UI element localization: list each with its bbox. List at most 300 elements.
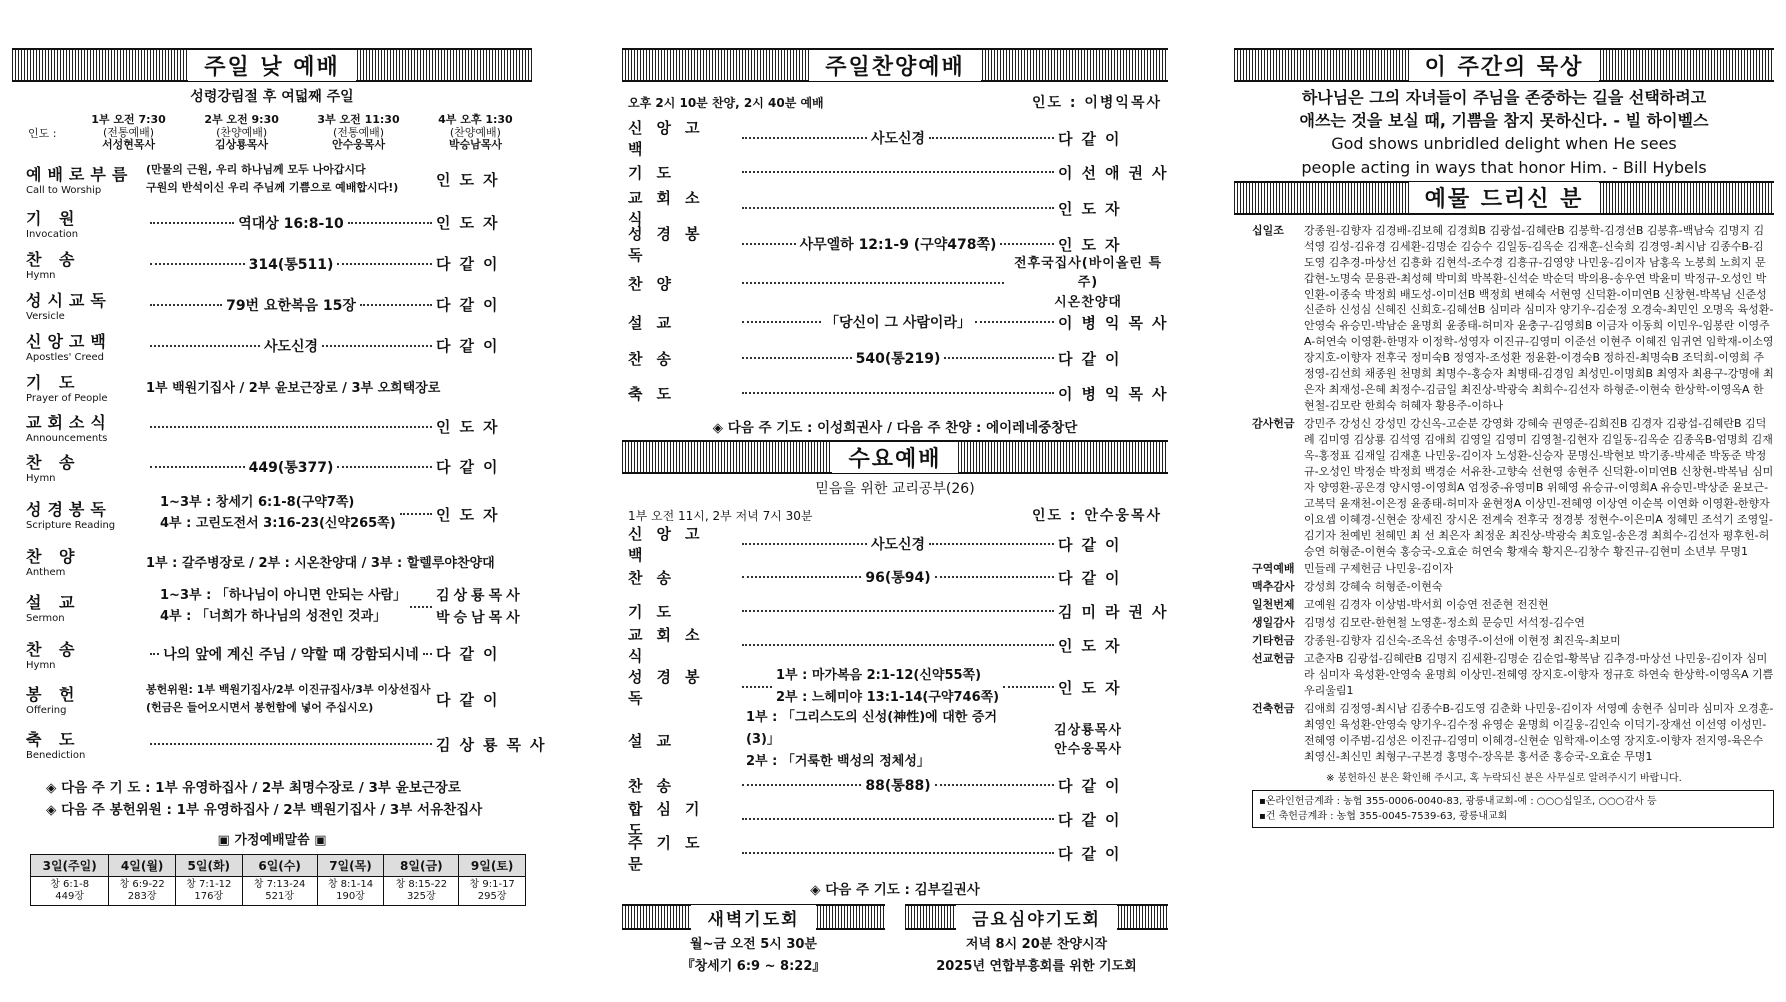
order-label: 교회소식 [628,626,714,665]
day-hymn: 176장 [194,891,224,903]
order-text: 1~3부 : 「하나님이 아니면 안되는 사람」 4부 : 「너희가 하나님의 성전인 것과」 [160,588,407,624]
leader-time: 1부 오전 7:30 [91,113,166,127]
dot-leader [742,576,861,578]
prayer-meetings [622,904,1168,974]
praise-leader: 인도 : 이병익목사 [1031,95,1162,111]
day-header: 5일(화) [175,855,242,877]
order-text: 96(통94) [865,570,931,586]
order-text: 1부 : 마가복음 2:1-12(신약55쪽) 2부 : 느헤미야 13:1-14(구약746쪽) [776,667,1000,705]
order-content [738,818,1058,820]
order-label-en: Benediction [26,750,86,761]
order-text: 봉헌위원: 1부 백원기집사/2부 이진규집사/3부 이상선집사 (헌금은 들어오시면서 봉헌함에 넣어 주십시오) [146,683,431,714]
family-worship-title: ▣ 가정예배말씀 ▣ [217,833,327,849]
day-header: 6일(수) [242,855,317,877]
dot-leader [742,392,1054,394]
dot-leader [742,282,1004,284]
offering-names: 강종원-김향자 김신숙-조옥선 송명주-이선애 이현정 최진욱-최보미 [1304,634,1621,648]
order-content [738,312,1058,332]
dot-leader [935,784,1054,786]
order-label-ko: 예배로부름 [26,165,134,184]
offering-category: 선교헌금 [1252,652,1295,666]
leader-item [204,114,279,152]
order-row [622,626,1168,665]
day-passage: 창 6:9-22 [119,879,165,891]
order-content [146,213,436,233]
order-row [12,633,532,674]
order-label [26,590,146,624]
order-text: 역대상 16:8-10 [238,215,344,232]
sunday-subtitle: 성령강림절 후 여덟째 주일 [190,89,354,105]
order-label [26,370,146,404]
meditation-quote-ko: 하나님은 그의 자녀들이 주님을 존중하는 길을 선택하려고 애쓰는 것을 보실 때, 기쁨을 참지 못하신다. - 빌 하이벨스 [1299,88,1709,131]
day-hymn: 449장 [55,891,85,903]
order-label-ko: 교회소식 [26,412,112,432]
dot-leader [150,345,260,347]
praise-service-column [622,48,1176,974]
leader-list [72,114,532,152]
friday-text: 2025년 연합부흥회를 위한 기도회 [936,959,1137,974]
day-passage: 창 7:1-12 [186,879,232,891]
order-label [26,247,146,281]
order-right: 다같이 [436,690,507,709]
order-label [26,497,146,531]
dot-leader [150,426,432,428]
offering-names: 김애희 김정영-최시남 김종수B-김도영 김춘화 나민웅-김이자 서영예 송현주 심미라 심미자 오경훈-최영인 육성환-안영숙 양기우-김수정 유영순 윤명희 이길웅-김인숙 이덕기-장재선 이선영 이성민-전혜영 이주범-김성은 이진규-김영미 이혜경-신현순 임학재-이소영 장지호-이향자 전지영-육은수 최영신-최신민 최형구-구본경 홍명수-장옥분 홍서준 홍승국-오효순 무명1 [1304,701,1774,763]
offering-names: 김명성 김모란-한현철 노영훈-정소희 문승민 서석정-김수연 [1304,616,1585,630]
leader-item [438,114,513,152]
order-row [12,156,532,202]
order-right: 김상룡목사 [436,735,554,754]
order-label [26,410,146,444]
order-label: 성경봉독 [628,225,714,264]
leader-kind: (찬양예배) [449,125,501,139]
order-right: 김상룡목사 박승남목사 [436,587,524,626]
order-row [12,243,532,284]
order-row [622,662,1168,712]
order-label [26,682,146,716]
offerings-list [1234,223,1774,765]
order-content [738,348,1058,368]
dot-leader [742,784,861,786]
day-passage: 창 8:1-14 [327,879,374,891]
leader-kind: (전통예배) [102,125,155,139]
day-passage: 창 6:1-8 [50,879,90,891]
order-label: 신앙고백 [628,119,714,158]
order-label-en: Hymn [26,472,56,484]
order-right: 다같이 [1058,568,1129,587]
order-row [622,304,1176,340]
leader-item [91,114,166,152]
wednesday-leader: 인도 : 안수웅목사 [1031,508,1162,524]
leader-time: 2부 오전 9:30 [204,113,279,127]
order-label: 찬양 [628,274,685,293]
order-content [738,207,1058,209]
order-content [738,852,1058,854]
order-text: 사도신경 [870,537,926,553]
dot-leader [410,606,432,608]
order-label-ko: 축 도 [26,730,81,749]
order-row [622,376,1176,410]
order-text: 사도신경 [263,338,319,355]
order-text: 1~3부 : 창세기 6:1-8(구약7쪽) 4부 : 고린도전서 3:16-23(신약265쪽) [160,495,396,531]
order-row [12,366,532,407]
order-right: 다같이 [436,337,507,355]
order-label: 설교 [628,731,685,750]
order-row [12,325,532,366]
order-right: 다같이 [1058,535,1129,554]
order-label [26,288,146,322]
friday-title: 금요심야기도회 [956,905,1117,930]
offering-row [1252,615,1774,631]
order-row [622,768,1168,802]
order-label [26,544,146,578]
offering-category: 기타헌금 [1252,634,1295,648]
order-label: 찬송 [628,349,685,368]
order-text: 314(통511) [248,256,334,273]
dot-leader [944,357,1054,359]
order-right: 인도자 [1058,636,1129,655]
offering-category: 일천번제 [1252,598,1295,612]
order-right: 인도자 [436,214,507,232]
order-content [146,426,436,428]
order-content [738,171,1058,173]
meditation-quote-en: God shows unbridled delight when He sees people acting in ways that honor Him. - Bill Hybels [1301,134,1707,177]
order-label [26,450,146,484]
offering-category: 건축헌금 [1252,701,1295,715]
dot-leader [150,263,245,265]
next-prayer: ◈ 다음 주 기 도 : 1부 유영하집사 / 2부 최명수장로 / 3부 윤보근장로 [46,780,461,796]
sunday-service-title-bar [12,48,532,82]
day-header: 8일(금) [384,855,459,877]
order-content [738,707,1008,773]
order-row [622,255,1168,310]
order-right: 인도자 [1058,235,1129,254]
offering-names: 강민주 강성신 강성민 강신옥-고순분 강영화 강혜숙 권영준-김희진B 김경자 김광섭-김혜란B 김덕례 김미영 김상룡 김석영 김애희 김영일 김영미 김영철-김현자 김일동-김옥순 김종옥B-엄명희 김재옥-홍정표 김재일 김재훈 나민웅-김이자 노성환-신승자 문명신-박현보 박기종-박세준 박동준 박정규-오성인 박정순 박정희 백경순 서유찬-고향숙 선현영 송현주 신덕환-이미연B 신창현-박복님 심미자 양영환-공은경 양시영-이영희A 엄정중-유영미B 위혜영 유승규-이영희A 유승민-박상준 윤보근-고복덕 윤재천-이은정 윤종태-허미자 윤현정A 이상민-전혜영 이상연 이순복 이연화 이영환-한향자 이요셉 이혜경-신현순 장세진 장시온 전계숙 전후국 정경봉 정현수-이은미A 정혜민 조석기 조영일-김기자 천예빈 천혜민 최 선 최은자 최정운 최진상-박광숙 최호일-송은경 최희수-김선자 평후헌-허승연 허형준-이현숙 홍승국-오효순 허연숙 황재숙 황지은-김창수 황진규-김현미 소년부 무명1 [1304,417,1774,558]
order-label-en: Versicle [26,310,65,322]
dot-leader [150,743,432,745]
offering-row [1252,597,1774,613]
leader-name: 김상룡목사 [215,138,269,152]
order-row [622,190,1168,226]
order-label-ko: 찬 송 [26,452,81,472]
order-text: (만물의 근원, 우리 하나님께 모두 나아갑시다 구원의 반석이신 우리 주님께 기쁨으로 예배합시다!) [146,163,399,194]
order-of-worship [12,156,554,764]
offering-names: 민들레 구제헌금 나민웅-김이자 [1304,562,1454,576]
order-content [146,681,436,716]
order-label-en: Apostles' Creed [26,351,105,363]
day-passage: 창 9:1-17 [469,879,515,891]
order-label-en: Offering [26,705,67,716]
offering-names: 고예원 김경자 이상범-박서희 이승연 전준현 전진현 [1304,598,1549,612]
order-right: 인도자 [436,505,507,524]
day-header-row [31,855,526,877]
wednesday-next: ◈ 다음 주 기도 : 김부길권사 [810,882,980,898]
order-label-ko: 봉 헌 [26,685,81,704]
dawn-text: 『창세기 6:9 ~ 8:22』 [681,959,826,974]
dot-leader [742,644,1054,646]
order-label [26,727,146,761]
order-row [12,407,532,446]
order-label: 성경봉독 [628,668,714,707]
order-row [12,446,532,487]
order-text: 나의 앞에 계신 주님 / 약할 때 강함되시네 [163,646,419,663]
leader-name: 박승남목사 [448,138,502,152]
dot-leader [935,576,1054,578]
order-label: 찬송 [628,776,685,795]
leader-name: 안수웅목사 [331,138,386,152]
order-content [738,534,1058,554]
order-row [622,119,1168,158]
order-row [12,581,532,633]
order-content [146,336,436,356]
offering-row [1252,651,1774,699]
leader-item [317,114,399,152]
wednesday-subtitle: 믿음을 위한 교리공부(26) [815,481,975,497]
day-passage: 창 7:13-24 [253,879,306,891]
day-cell [384,877,459,906]
order-row [12,202,532,243]
order-label-en: Call to Worship [26,185,102,196]
day-hymn: 521장 [265,891,294,903]
order-row [622,800,1168,839]
offering-names: 강종원-김향자 김경배-김보혜 김경희B 김광섭-김혜란B 김봉학-김경선B 김봉휴-백남숙 김명지 김석영 김성-김유경 김세환-김명순 김승수 김일동-김옥순 김재훈-신숙희 김경영-최시남 김종수B-김도영 김추경-마상선 김흥화 김현석-조수경 김흥규-김영양 나민웅-김이자 남홍옥 노봉희 노희지 문갑현-노명숙 문용관-최성혜 박미희 박복환-신석순 박순덕 박의용-송우연 박윤미 박정규-오성인 박인환-이종숙 박정희 배도성-이미선B 백정희 변혜숙 서현영 신덕환-이미연B 신창현-박복님 신준성 신준하 신성심 신혜진 신희호-김혜선B 심미라 심미자 양기우-김순정 오경숙-최민인 오명옥 육성환-안영숙 유승민-박남순 윤명희 윤종태-허미자 윤충구-김영희B 이금자 이동희 이민우-임봉란 이영주A-허연숙 이영환-한명자 이정학-성영자 이진규-김영미 이준선 이현주 이혜진 임귀연 임학재-이소영 장지호-이향자 전후국 정미숙B 정영자-조성환 정윤환-이경숙B 정하진-최명숙B 조덕희-이영희 주정영-김선희 채종원 천명희 최명수-홍승자 최병태-김경임 최성민-이명희B 최영자 최용구-강명애 최은자 최재성-은혜 최정수-김금일 최진상-박광숙 최희수-김선자 하형준-이현숙 한상학-이영옥A 한현철-김모란 한희숙 허혜자 황용주-이하나 [1304,223,1774,413]
order-row [622,560,1168,594]
order-content [146,295,436,315]
order-text: 1부 : 「그리스도의 신성(神性)에 대한 증거 (3)」 2부 : 「거룩한 백성의 정체성」 [746,709,998,770]
order-label: 신앙고백 [628,525,714,564]
day-hymn: 295장 [477,891,507,903]
friday-title-bar [905,904,1168,930]
dot-leader [742,357,852,359]
day-header: 4일(월) [109,855,176,877]
order-row [12,541,532,581]
praise-time-row [622,82,1168,122]
order-label: 교회소식 [628,189,714,228]
wednesday-order [622,525,1176,873]
offering-category: 십일조 [1252,223,1284,237]
order-content [738,392,1058,394]
dot-leader [929,543,1054,545]
dot-leader [150,653,159,655]
day-cell [31,877,109,906]
order-label: 합심기도 [628,800,714,839]
order-right: 전후국집사(바이올린 특주) 시온찬양대 [1013,255,1163,310]
dot-leader [742,852,1054,854]
offering-names: 고춘자B 김광섭-김혜란B 김명지 김세환-김명순 김순업-황복남 김추경-마상선 나민웅-김이자 심미라 심미자 육성환-안영숙 윤명희 이상민-전혜영 장지호-이향자 정규호 하연숙 한상학-이영옥A 기쁨우리울림1 [1304,652,1774,697]
order-text: 사무엘하 12:1-9 (구약478쪽) [799,237,997,253]
order-label-en: Anthem [26,567,66,578]
order-label: 찬송 [628,568,685,587]
order-content [738,282,1008,284]
day-cell [242,877,317,906]
offering-row [1252,416,1774,559]
dot-leader [423,653,432,655]
day-cell [175,877,242,906]
order-label-en: Invocation [26,228,79,240]
order-text: 1부 백원기집사 / 2부 윤보근장로 / 3부 오희택장로 [146,381,441,396]
order-label-ko: 설 교 [26,593,81,612]
order-text: 1부 : 갈주병장로 / 2부 : 시온찬양대 / 3부 : 할렐루야찬양대 [146,555,495,571]
offering-row [1252,561,1774,577]
day-cell [317,877,384,906]
order-content [146,161,436,196]
order-label: 기도 [628,163,685,182]
order-content [146,644,436,664]
order-text: 88(통88) [865,778,931,794]
day-cell [109,877,176,906]
dot-leader [742,321,821,323]
order-text: 사도신경 [870,131,926,147]
order-right: 다같이 [1058,349,1129,368]
wednesday-title: 수요예배 [832,442,957,473]
dot-leader [975,321,1054,323]
order-right: 다같이 [1058,129,1129,148]
dawn-time: 월~금 오전 5시 30분 [690,937,817,952]
dawn-title: 새벽기도회 [691,905,815,930]
order-content [738,567,1058,587]
order-right: 인도자 [1058,199,1129,218]
dot-leader [150,222,234,224]
order-label-ko: 기 도 [26,372,81,392]
order-label: 축도 [628,384,685,403]
order-label: 기도 [628,602,685,621]
order-content [146,743,436,745]
order-right: 이병익목사 [1058,384,1176,403]
praise-service-title-bar [622,48,1168,82]
order-content [738,665,1058,709]
order-row [622,340,1168,376]
order-label-en: Hymn [26,659,56,671]
order-label-ko: 성경봉독 [26,500,112,519]
order-content [738,644,1058,646]
order-right: 김상룡목사 안수웅목사 [1054,722,1122,757]
offerings-title-bar [1234,181,1774,215]
order-row [622,709,1168,770]
order-right: 인도자 [1058,678,1129,697]
day-cell [459,877,526,906]
leader-row [12,110,532,156]
order-right: 김미라권사 [1058,602,1176,621]
account-box [1252,790,1774,828]
leader-name: 서성현목사 [101,138,156,152]
order-content [146,552,532,571]
dot-leader [929,137,1054,139]
wednesday-title-bar [622,440,1168,474]
praise-time: 오후 2시 10분 찬양, 2시 40분 예배 [628,95,824,110]
order-text: 540(통219) [855,351,941,367]
order-text: 449(통377) [248,459,334,476]
leader-kind: (찬양예배) [216,125,268,139]
order-label-en: Prayer of People [26,392,108,404]
order-row [622,154,1176,190]
building-account: ▪건 축헌금계좌 : 농협 355-0045-7539-63, 광릉내교회 [1259,810,1508,822]
order-right: 다같이 [1058,810,1129,829]
order-label-ko: 찬 송 [26,249,81,269]
order-label [26,329,146,363]
dot-leader [742,686,772,688]
order-right: 다같이 [1058,844,1129,863]
offering-names: 강성희 강혜숙 허형준-이현숙 [1304,580,1443,594]
day-hymn: 325장 [406,891,436,903]
sunday-service-column [12,48,554,906]
order-label [26,206,146,240]
dot-leader [337,466,432,468]
day-header: 3일(주일) [31,855,109,877]
sunday-service-title: 주일 낮 예배 [188,50,356,81]
order-label-ko: 기 원 [26,208,81,228]
day-body-row [31,877,526,906]
order-content [738,610,1058,612]
order-row [622,525,1168,564]
order-content [738,234,1058,254]
dot-leader [150,466,245,468]
order-row [622,594,1176,628]
dot-leader [742,207,1054,209]
offering-row [1252,223,1774,414]
dot-leader [742,243,796,245]
order-right: 이선애권사 [1058,163,1176,182]
order-label-en: Scripture Reading [26,520,116,531]
offering-category: 생일감사 [1252,616,1295,630]
dot-leader [322,345,432,347]
order-text: 79번 요한복음 15장 [226,297,356,314]
order-right: 인도자 [436,418,507,436]
order-label: 설교 [628,313,685,332]
online-account: ▪온라인헌금계좌 : 농협 355-0006-0040-83, 광릉내교회-예 : ○○○십일조, ○○○감사 등 [1259,795,1657,807]
order-label-ko: 성시교독 [26,290,112,310]
offering-note: ※ 봉헌하신 분은 확인해 주시고, 혹 누락되신 분은 사무실로 알려주시기 바랍니다. [1326,772,1682,784]
order-right: 다같이 [436,458,507,476]
praise-service-title: 주일찬양예배 [809,50,981,81]
offerings-title: 예물 드리신 분 [1409,182,1600,213]
offering-category: 감사헌금 [1252,417,1295,430]
dot-leader [360,304,432,306]
day-hymn: 283장 [127,891,157,903]
order-content [738,775,1058,795]
order-label: 주기도문 [628,834,714,873]
day-header: 9일(토) [459,855,526,877]
order-content [738,128,1058,148]
family-worship-table [30,854,526,906]
order-row [622,834,1168,873]
friday-prayer [905,904,1168,974]
dot-leader [1003,686,1054,688]
leader-kind: (전통예배) [332,125,385,139]
order-content [146,493,436,535]
dot-leader [1000,243,1054,245]
offering-category: 구역예배 [1252,562,1295,576]
order-label-ko: 신앙고백 [26,331,112,351]
leader-label: 인도 : [28,127,57,140]
order-label-ko: 찬 송 [26,639,81,659]
dot-leader [742,171,1054,173]
order-content [146,586,436,628]
order-right: 인도자 [436,170,507,189]
order-content [146,254,436,274]
order-label [26,162,146,196]
order-right: 이병익목사 [1058,313,1176,332]
praise-next: ◈ 다음 주 기도 : 이성희권사 / 다음 주 찬양 : 에이레네중창단 [712,420,1078,436]
dot-leader [348,222,432,224]
offering-category: 맥추감사 [1252,580,1295,594]
offering-row [1252,579,1774,595]
next-week-info [46,778,532,821]
order-right: 다같이 [436,255,507,273]
order-content [146,457,436,477]
order-right: 다같이 [436,296,507,314]
day-passage: 창 8:15-22 [395,879,448,891]
meditation-title-bar [1234,48,1774,82]
